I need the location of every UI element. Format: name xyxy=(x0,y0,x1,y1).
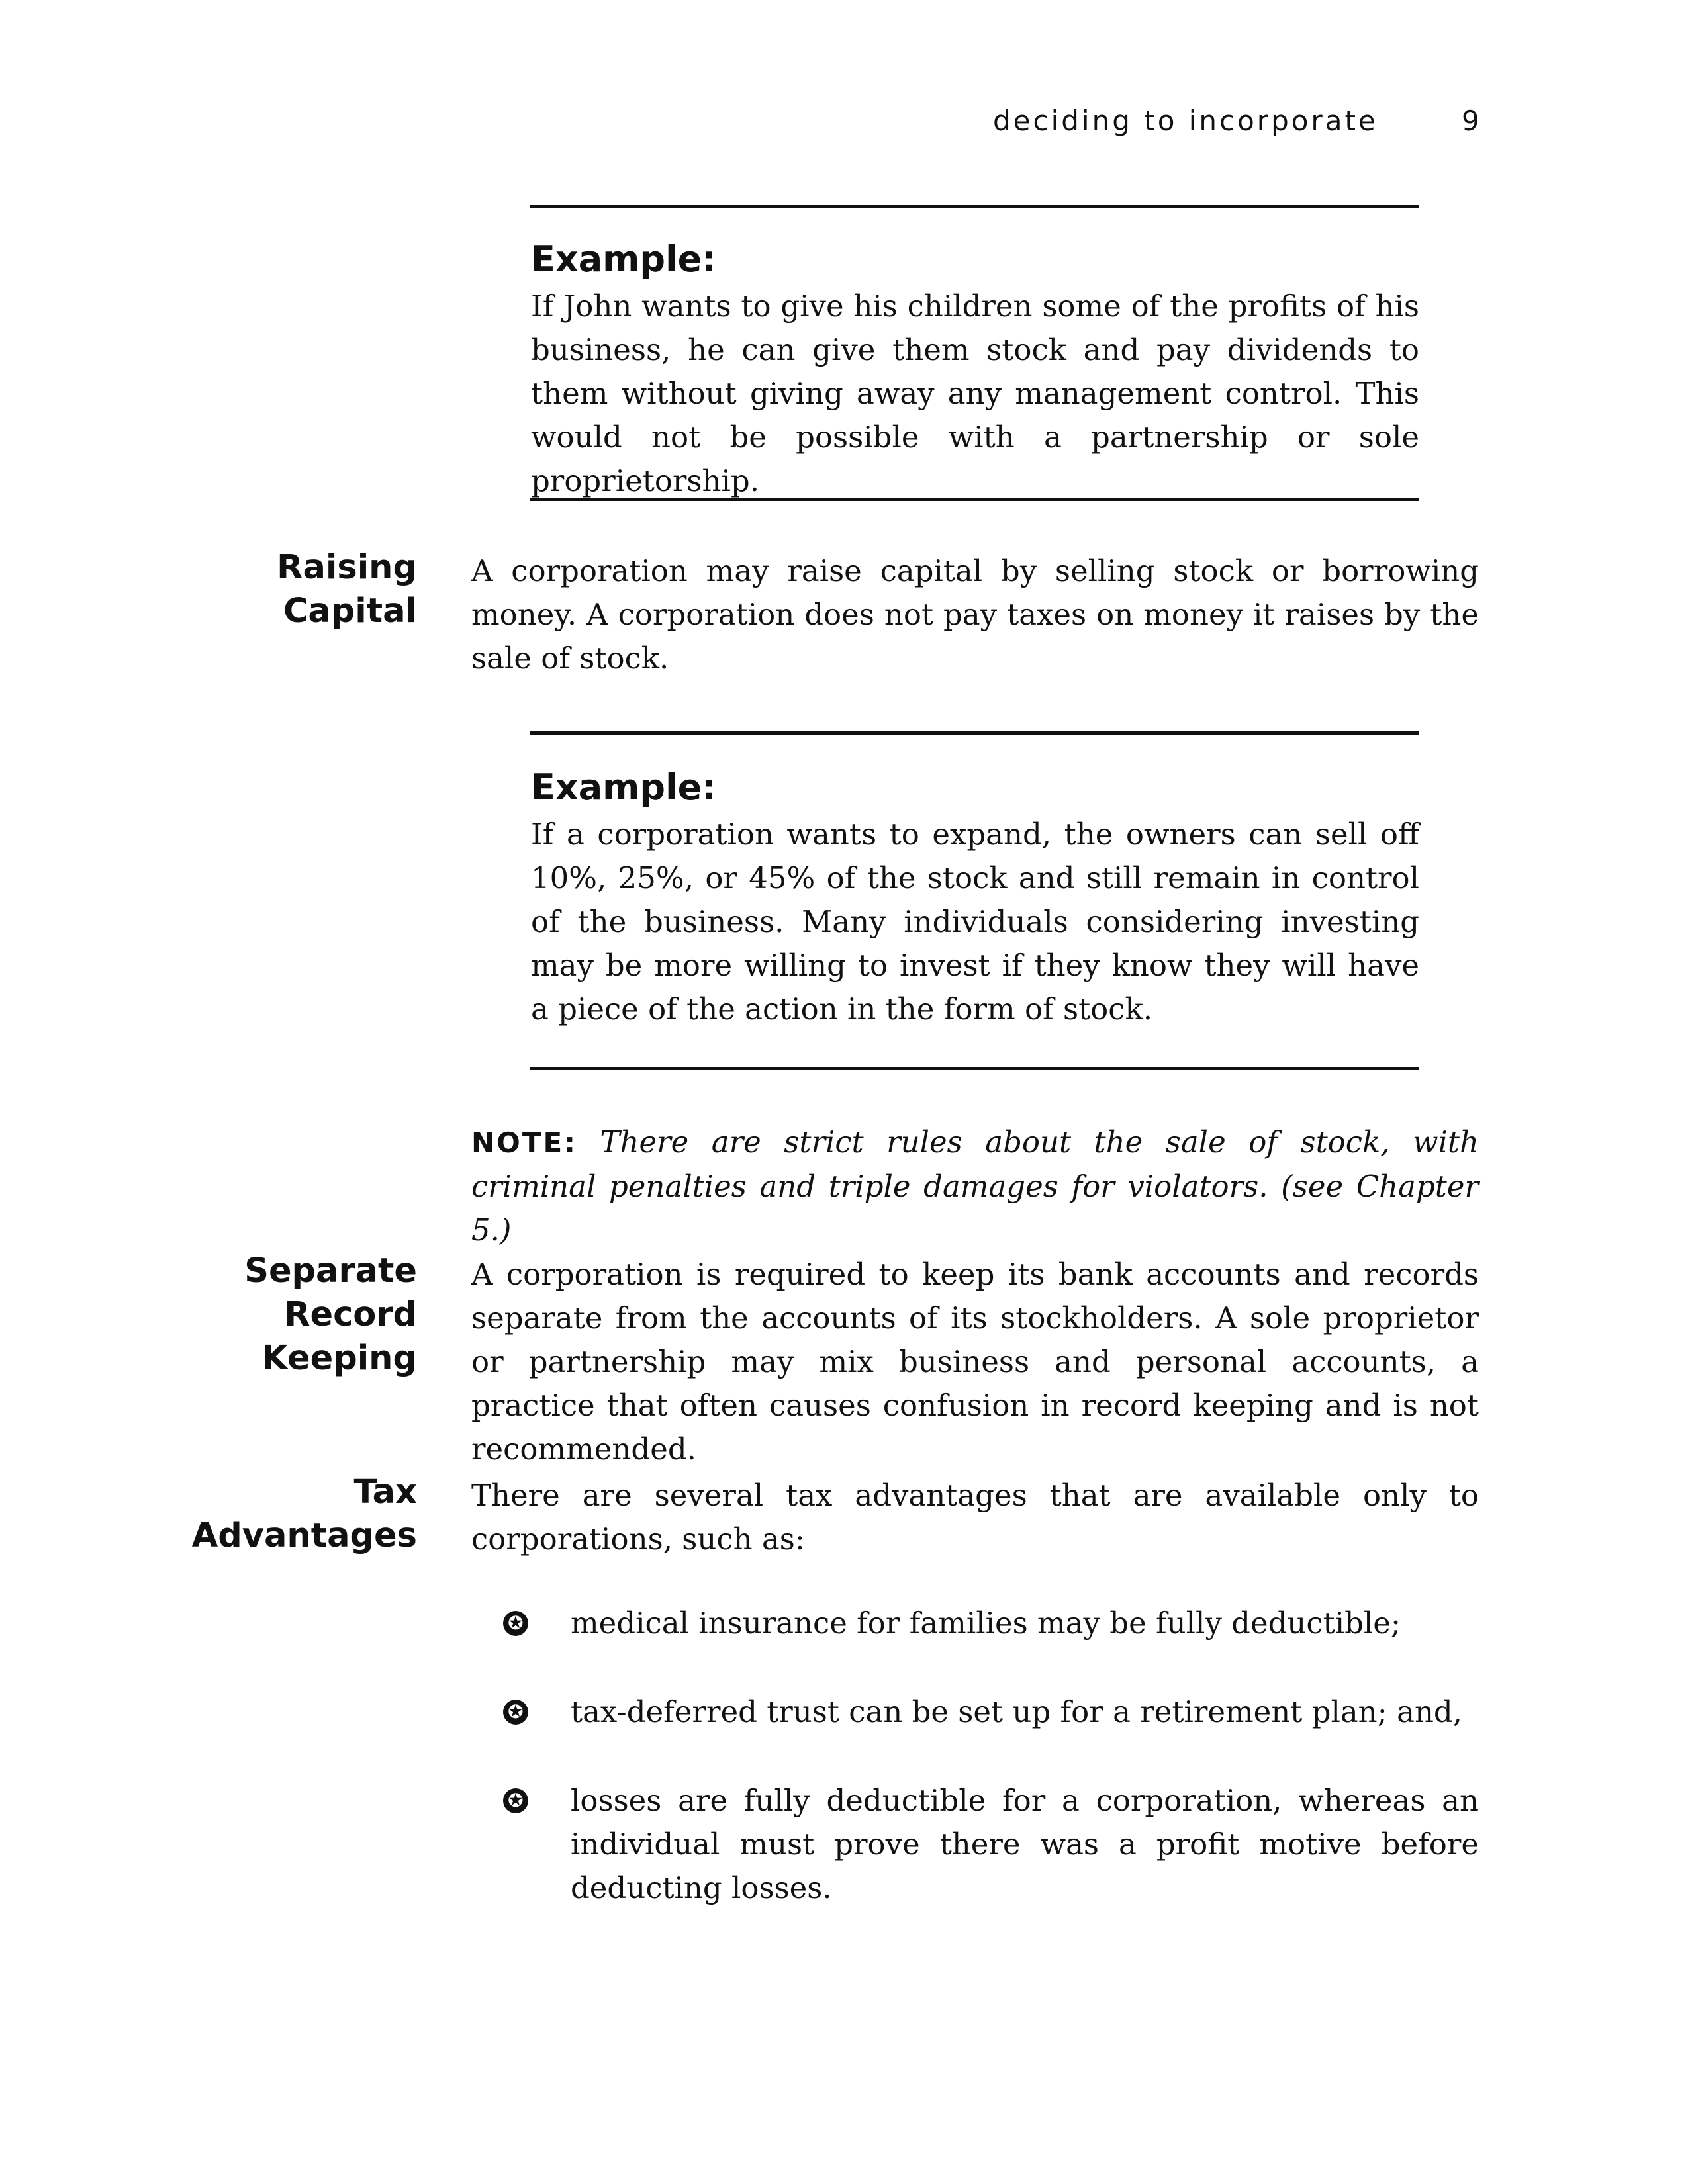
example-bottom-rule xyxy=(530,1067,1419,1070)
example-top-rule xyxy=(530,205,1419,208)
separate-records-text: A corporation is required to keep its bank accounts and records separate from the accounts of its stockholders. A sole proprietor or partnership may mix business and personal accounts, a practice that often causes confusion in record keeping and is not recommended. xyxy=(471,1257,1479,1467)
side-heading-tax-advantages xyxy=(139,1471,417,1558)
star-bullet-icon: ✪ xyxy=(503,1611,528,1636)
star-bullet-icon: ✪ xyxy=(503,1788,528,1813)
note-paragraph xyxy=(471,1120,1479,1252)
raising-capital-text: A corporation may raise capital by selling stock or borrowing money. A corporation does not pay taxes on money it raises by the sale of stock. xyxy=(471,553,1479,676)
example-heading: Example: xyxy=(531,238,716,280)
star-bullet-icon: ✪ xyxy=(503,1700,528,1725)
list-item: tax-deferred trust can be set up for a retirement plan; and, xyxy=(571,1694,1463,1729)
note-label: NOTE: xyxy=(471,1126,577,1159)
page-number: 9 xyxy=(1462,105,1479,137)
example-bottom-rule xyxy=(530,498,1419,501)
running-title: deciding to incorporate xyxy=(993,105,1378,137)
example-text: If a corporation wants to expand, the owners can sell off 10%, 25%, or 45% of the stock and still remain in control of the business. Many individuals considering investing may be more willing to invest if they know they will have a piece of the action in the form of stock. xyxy=(531,817,1419,1026)
side-heading-raising-capital: Raising Capital xyxy=(277,548,417,631)
list-item: losses are fully deductible for a corporation, whereas an individual must prove there was a profit motive before deducting losses. xyxy=(571,1783,1479,1905)
note-text: There are strict rules about the sale of stock, with criminal penalties and triple damages for violators. (see Chapter 5.) xyxy=(471,1124,1479,1248)
side-heading-line: Record xyxy=(284,1295,417,1334)
side-heading-line: Tax xyxy=(353,1473,417,1512)
tax-advantages-text: There are several tax advantages that are available only to corporations, such as: xyxy=(471,1478,1479,1557)
list-item: medical insurance for families may be fully deductible; xyxy=(571,1606,1401,1641)
side-heading-line: Separate xyxy=(244,1251,417,1291)
side-heading-line: Keeping xyxy=(261,1339,417,1378)
example-text: If John wants to give his children some of the profits of his business, he can give them stock and pay dividends to them without giving away any management control. This would not be possible with a partnership or sole proprietorship. xyxy=(531,289,1419,498)
side-heading-separate-record-keeping xyxy=(139,1250,417,1381)
example-top-rule xyxy=(530,731,1419,735)
running-header xyxy=(993,105,1479,137)
side-heading-line: Advantages xyxy=(191,1516,417,1555)
example-heading: Example: xyxy=(531,766,716,808)
